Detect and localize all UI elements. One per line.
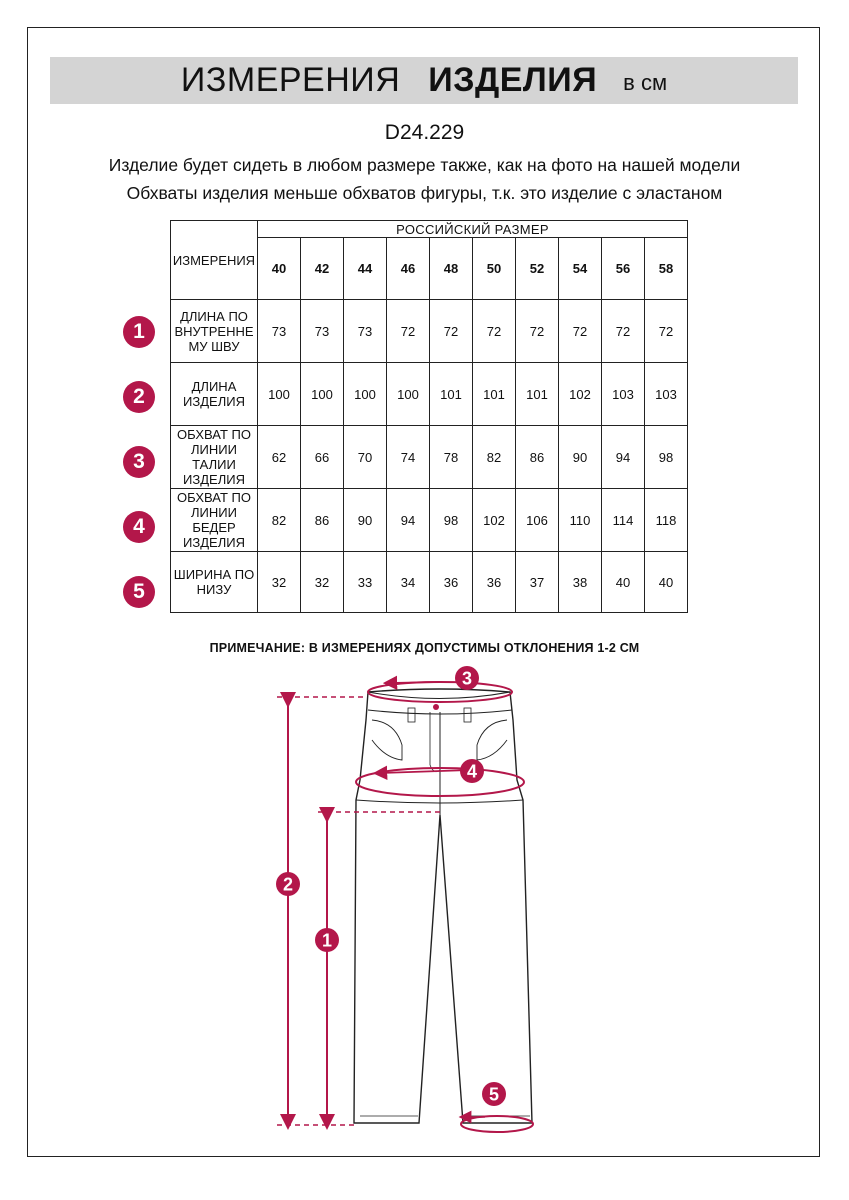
value-cell: 72 [516, 300, 559, 363]
value-cell: 94 [387, 489, 430, 552]
size-cell: 54 [559, 238, 602, 300]
value-cell: 37 [516, 552, 559, 613]
row-label: ДЛИНА ПО ВНУТРЕННЕ МУ ШВУ [171, 300, 258, 363]
value-cell: 36 [473, 552, 516, 613]
value-cell: 90 [344, 489, 387, 552]
value-cell: 100 [258, 363, 301, 426]
size-cell: 40 [258, 238, 301, 300]
value-cell: 103 [645, 363, 688, 426]
fit-note-line1: Изделие будет сидеть в любом размере также, как на фото на нашей модели [108, 155, 741, 175]
value-cell: 40 [602, 552, 645, 613]
value-cell: 72 [645, 300, 688, 363]
value-cell: 38 [559, 552, 602, 613]
value-cell: 36 [430, 552, 473, 613]
row-label: ДЛИНА ИЗДЕЛИЯ [171, 363, 258, 426]
value-cell: 72 [430, 300, 473, 363]
value-cell: 98 [430, 489, 473, 552]
value-cell: 102 [559, 363, 602, 426]
size-cell: 48 [430, 238, 473, 300]
value-cell: 70 [344, 426, 387, 489]
value-cell: 82 [473, 426, 516, 489]
value-cell: 118 [645, 489, 688, 552]
value-cell: 34 [387, 552, 430, 613]
value-cell: 32 [301, 552, 344, 613]
tolerance-note: ПРИМЕЧАНИЕ: В ИЗМЕРЕНИЯХ ДОПУСТИМЫ ОТКЛОНЕНИЯ 1-2 СМ [209, 641, 640, 655]
row-number-badge: 4 [123, 511, 155, 543]
title-part2: ИЗДЕЛИЯ [428, 61, 598, 99]
size-cell: 42 [301, 238, 344, 300]
marker-3-label: 3 [461, 668, 473, 689]
value-cell: 94 [602, 426, 645, 489]
size-cell: 52 [516, 238, 559, 300]
marker-5 [482, 1082, 506, 1106]
value-cell: 101 [430, 363, 473, 426]
pants-outline [354, 689, 532, 1123]
value-cell: 86 [516, 426, 559, 489]
title-unit: в см [623, 69, 668, 95]
value-cell: 101 [516, 363, 559, 426]
size-cell: 44 [344, 238, 387, 300]
value-cell: 73 [258, 300, 301, 363]
value-cell: 78 [430, 426, 473, 489]
value-cell: 32 [258, 552, 301, 613]
value-cell: 100 [387, 363, 430, 426]
size-cell: 50 [473, 238, 516, 300]
marker-1-label: 1 [321, 930, 333, 951]
size-group-header: РОССИЙСКИЙ РАЗМЕР [258, 221, 688, 238]
measurements-header: ИЗМЕРЕНИЯ [171, 221, 258, 300]
value-cell: 100 [344, 363, 387, 426]
marker-2-label: 2 [282, 874, 294, 895]
value-cell: 82 [258, 489, 301, 552]
value-cell: 72 [387, 300, 430, 363]
value-cell: 66 [301, 426, 344, 489]
title-part1: ИЗМЕРЕНИЯ [180, 61, 401, 99]
row-number-badge: 5 [123, 576, 155, 608]
value-cell: 102 [473, 489, 516, 552]
value-cell: 98 [645, 426, 688, 489]
measure-lines [277, 682, 533, 1132]
value-cell: 62 [258, 426, 301, 489]
value-cell: 114 [602, 489, 645, 552]
value-cell: 74 [387, 426, 430, 489]
value-cell: 72 [602, 300, 645, 363]
value-cell: 73 [301, 300, 344, 363]
value-cell: 100 [301, 363, 344, 426]
row-label: ОБХВАТ ПО ЛИНИИ ТАЛИИ ИЗДЕЛИЯ [171, 426, 258, 489]
value-cell: 86 [301, 489, 344, 552]
article-code: D24.229 [384, 121, 465, 144]
marker-5-label: 5 [488, 1084, 500, 1105]
marker-4 [460, 759, 484, 783]
value-cell: 90 [559, 426, 602, 489]
marker-4-label: 4 [466, 761, 478, 782]
value-cell: 106 [516, 489, 559, 552]
value-cell: 103 [602, 363, 645, 426]
size-cell: 56 [602, 238, 645, 300]
value-cell: 110 [559, 489, 602, 552]
row-number-badge: 2 [123, 381, 155, 413]
marker-2 [276, 872, 300, 896]
marker-1 [315, 928, 339, 952]
row-label: ШИРИНА ПО НИЗУ [171, 552, 258, 613]
size-cell: 46 [387, 238, 430, 300]
size-cell: 58 [645, 238, 688, 300]
value-cell: 72 [559, 300, 602, 363]
row-label: ОБХВАТ ПО ЛИНИИ БЕДЕР ИЗДЕЛИЯ [171, 489, 258, 552]
value-cell: 101 [473, 363, 516, 426]
value-cell: 73 [344, 300, 387, 363]
value-cell: 33 [344, 552, 387, 613]
row-number-badge: 1 [123, 316, 155, 348]
value-cell: 40 [645, 552, 688, 613]
value-cell: 72 [473, 300, 516, 363]
fit-note-line2: Обхваты изделия меньше обхватов фигуры, т.к. это изделие с эластаном [126, 183, 723, 203]
row-number-badge: 3 [123, 446, 155, 478]
marker-3 [455, 666, 479, 690]
